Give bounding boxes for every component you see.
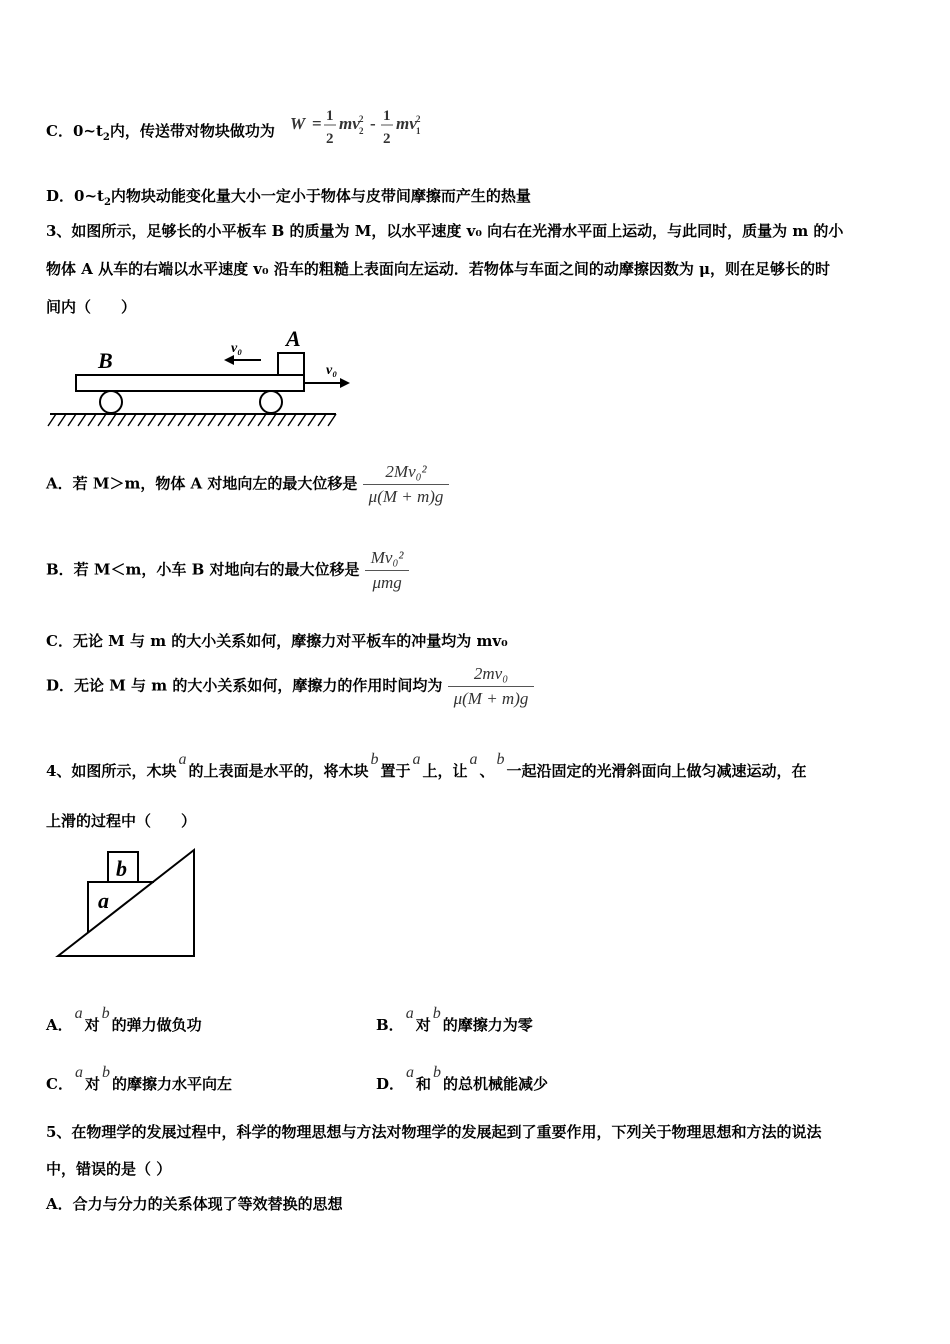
figure-label-v-right: v₀ [326, 363, 338, 378]
var-a: a [469, 751, 478, 768]
svg-text:2: 2 [359, 114, 364, 124]
svg-text:mv: mv [339, 114, 360, 133]
svg-text:2: 2 [416, 114, 421, 124]
var-b: b [433, 1064, 442, 1081]
q4-stem-line2: 上滑的过程中（ ） [46, 812, 197, 830]
q4-option-d[interactable]: D．a和b的总机械能减少 [376, 1064, 549, 1093]
q2-option-c-formula [290, 103, 440, 153]
var-a: a [74, 1005, 83, 1022]
cart-b-board [76, 375, 304, 391]
arrow-left-head-icon [224, 355, 234, 365]
var-b: b [101, 1005, 110, 1022]
ground-hatching [48, 414, 336, 426]
svg-text:mv: mv [396, 114, 417, 133]
var-a: a [178, 751, 187, 768]
svg-text:-: - [370, 114, 376, 133]
q5-option-a[interactable]: A．合力与分力的关系体现了等效替换的思想 [46, 1195, 343, 1213]
figure-label-b: B [98, 348, 113, 373]
svg-text:2: 2 [383, 131, 391, 147]
q4-option-b[interactable]: B．a对b的摩擦力为零 [376, 1005, 533, 1034]
cart-wheel-right [260, 391, 282, 413]
figure-label-v-left: v₀ [231, 341, 243, 356]
var-a: a [74, 1064, 83, 1081]
q3-option-b-fraction: $\frac{\text{Mv₀²}}{\text{μmg}}$ [365, 548, 410, 593]
svg-text:2: 2 [359, 126, 364, 136]
block-a-shape [278, 353, 304, 375]
svg-text:1: 1 [416, 126, 421, 136]
q2-option-c[interactable]: C．$0\sim t_2$内，传送带对物块做功为 [46, 122, 275, 143]
figure-label-a: A [286, 328, 301, 351]
q3-cart-figure [46, 328, 356, 432]
svg-text:1: 1 [326, 108, 334, 124]
q4-stem-line1: 4、如图所示，木块a的上表面是水平的，将木块b置于a上，让a、b一起沿固定的光滑斜面向上做匀减速运动，在 [46, 751, 807, 780]
q5-stem-line2: 中，错误的是（ ） [46, 1160, 172, 1178]
svg-text:=: = [312, 114, 322, 133]
q4-incline-figure [52, 846, 200, 962]
q3-option-a[interactable]: A．若 M＞m，物体 A 对地向左的最大位移是 $\frac{\text{2Mv₀²}}{\mu(M + m)g}$ [46, 462, 449, 507]
q5-stem-line1: 5、在物理学的发展过程中，科学的物理思想与方法对物理学的发展起到了重要作用，下列关于物理思想和方法的说法 [46, 1123, 822, 1141]
q3-stem-line1: 3、如图所示，足够长的小平板车 B 的质量为 M，以水平速度 v₀ 向右在光滑水平面上运动，与此同时，质量为 m 的小 [46, 222, 844, 240]
arrow-right-head-icon [340, 378, 350, 388]
figure-label-a: a [98, 888, 109, 913]
q3-option-b[interactable]: B．若 M＜m，小车 B 对地向右的最大位移是 $\frac{\text{Mv₀²}}{\text{μmg}}$ [46, 548, 409, 593]
var-b: b [432, 1005, 441, 1022]
q2-option-d[interactable]: D．$0\sim t_2$内物块动能变化量大小一定小于物体与皮带间摩擦而产生的热量 [46, 187, 531, 208]
var-a: a [406, 1064, 415, 1081]
work-formula-image [290, 103, 440, 149]
q3-option-c[interactable]: C．无论 M 与 m 的大小关系如何，摩擦力对平板车的冲量均为 mv₀ [46, 632, 508, 650]
var-a: a [412, 751, 421, 768]
q3-option-a-fraction: $\frac{\text{2Mv₀²}}{\mu(M + m)g}$ [363, 462, 450, 507]
q4-option-c[interactable]: C．a对b的摩擦力水平向左 [46, 1064, 232, 1093]
cart-wheel-left [100, 391, 122, 413]
var-b: b [370, 751, 379, 768]
q3-stem-line3: 间内（ ） [46, 298, 137, 316]
var-b: b [101, 1064, 110, 1081]
var-b: b [496, 751, 505, 768]
q3-option-d-fraction: $\frac{\text{2mv₀}}{\mu(M + m)g}$ [448, 664, 535, 709]
var-a: a [405, 1005, 414, 1022]
svg-text:2: 2 [326, 131, 334, 147]
svg-text:W: W [290, 114, 306, 133]
q3-option-d[interactable]: D．无论 M 与 m 的大小关系如何，摩擦力的作用时间均为 $\frac{\text{2mv₀}}{\mu(M + m)g}$ [46, 664, 534, 709]
q4-option-a[interactable]: A．a对b的弹力做负功 [46, 1005, 202, 1034]
figure-label-b: b [116, 856, 127, 881]
svg-text:1: 1 [383, 108, 391, 124]
q3-stem-line2: 物体 A 从车的右端以水平速度 v₀ 沿车的粗糙上表面向左运动．若物体与车面之间的动摩擦因数为 μ，则在足够长的时 [46, 260, 831, 278]
